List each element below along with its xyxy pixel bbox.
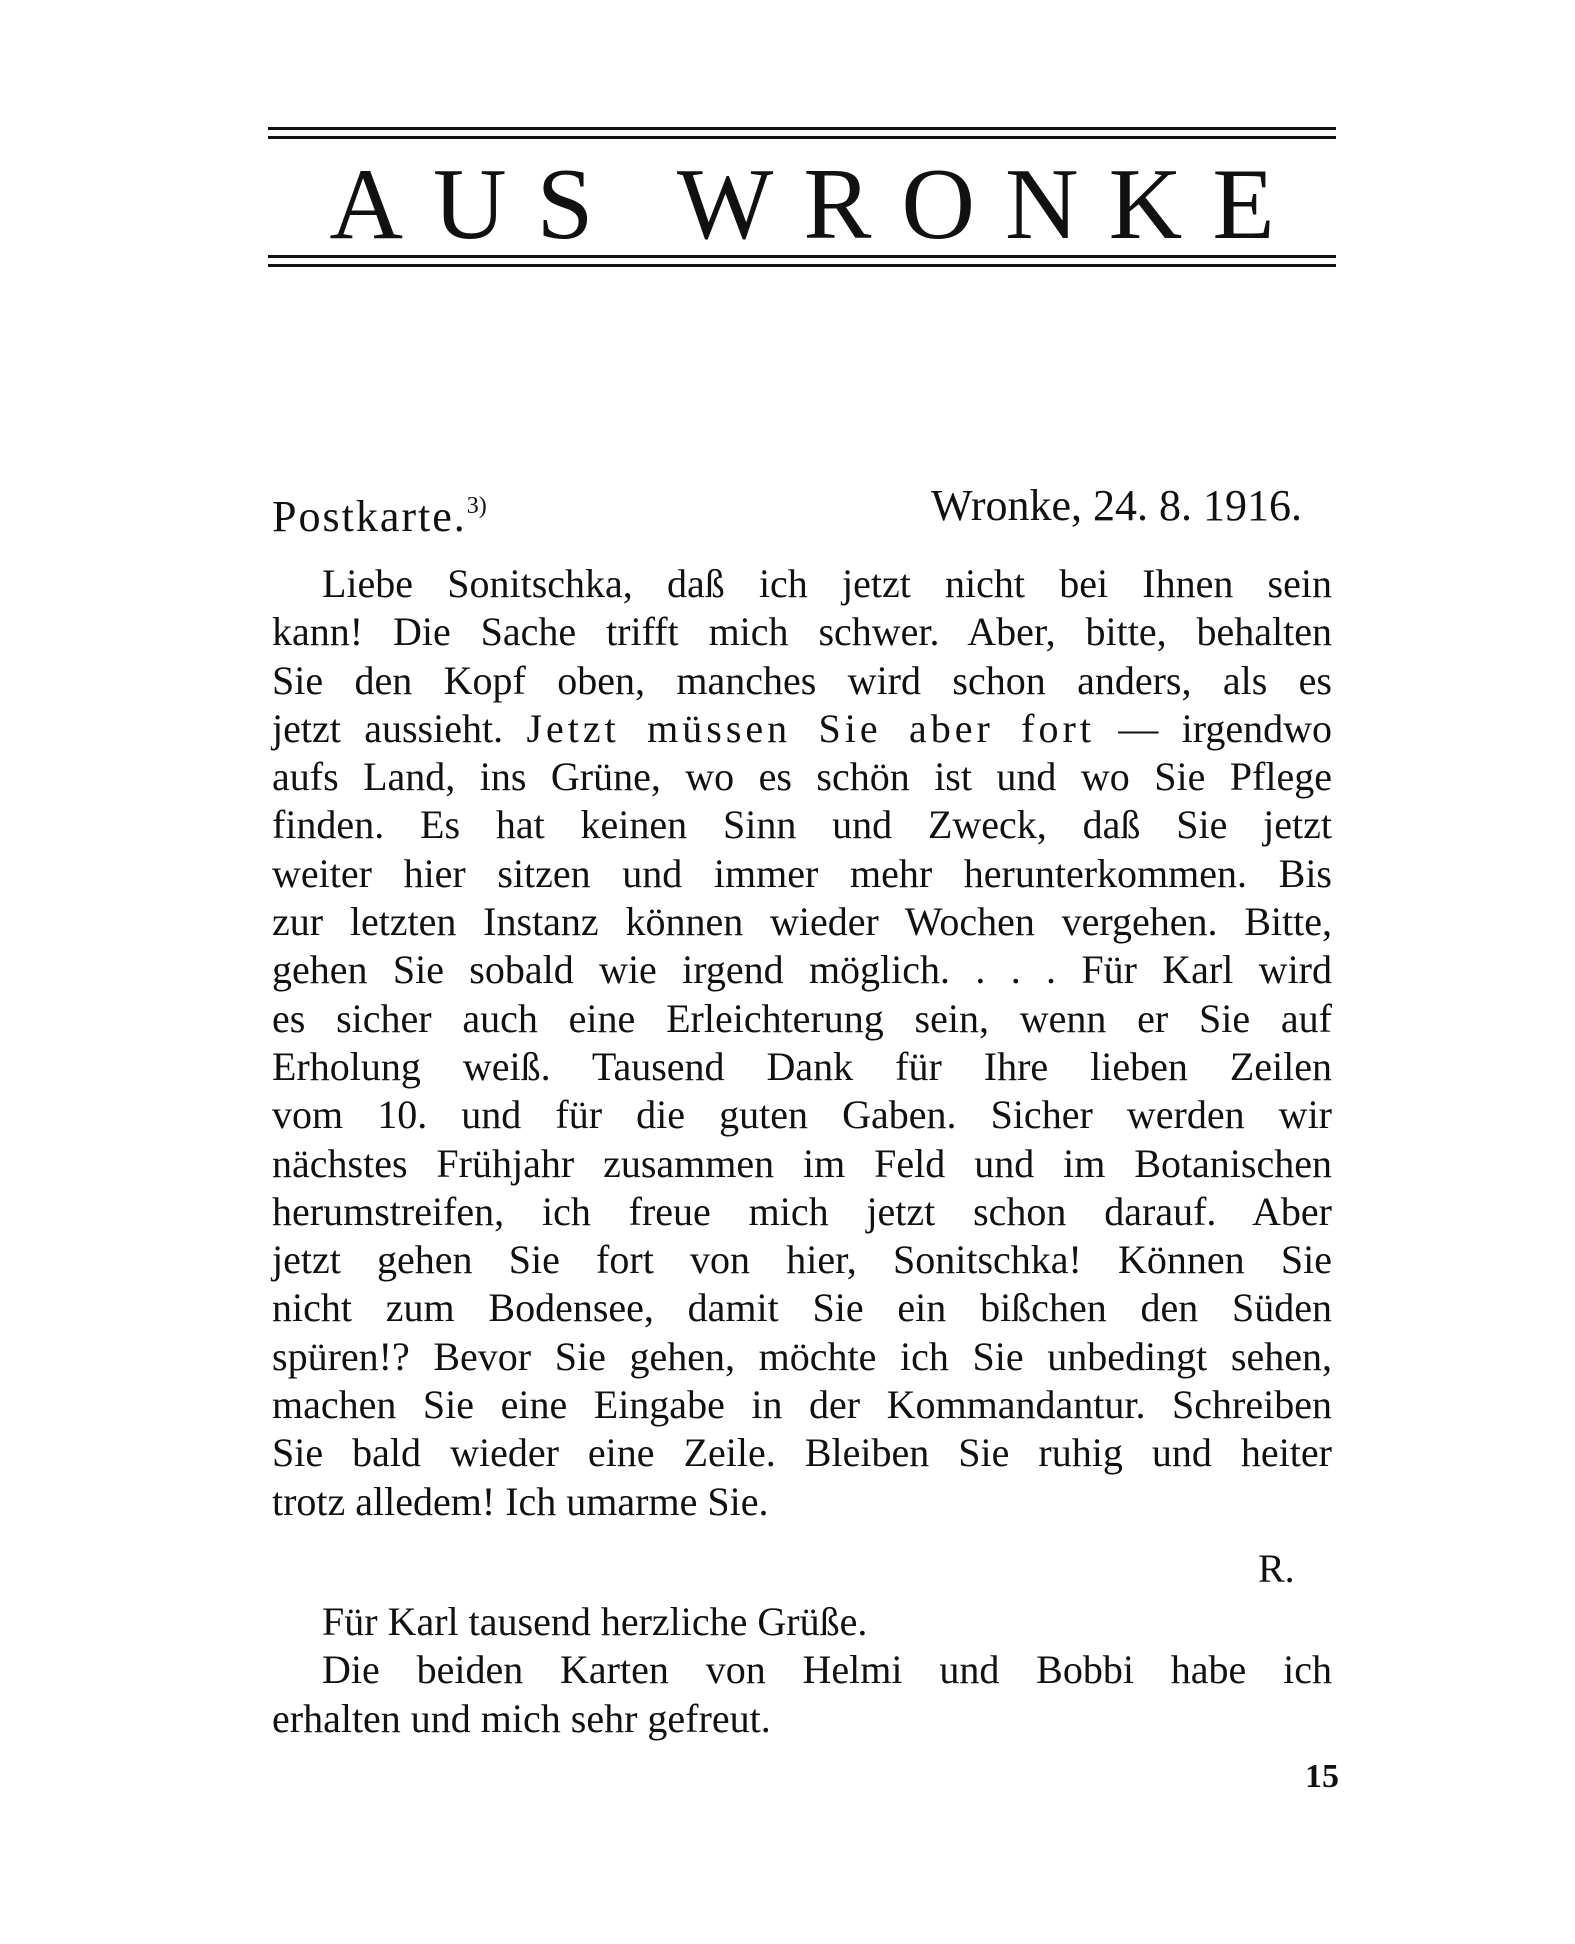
body-line: jetzt aussieht. Jetzt müssen Sie aber fort — irgendwo xyxy=(272,705,1333,751)
body-line: machen Sie eine Eingabe in der Kommandantur. Schreiben xyxy=(272,1382,1332,1428)
body-line: Erholung weiß. Tausend Dank für Ihre lieben Zeilen xyxy=(272,1043,1332,1089)
body-line: Sie bald wieder eine Zeile. Bleiben Sie ruhig und heiter xyxy=(272,1430,1332,1476)
postscript-line: erhalten und mich sehr gefreut. xyxy=(272,1695,771,1741)
signature: R. xyxy=(1258,1546,1295,1591)
title-rule-top-1 xyxy=(268,127,1336,130)
letter-date: Wronke, 24. 8. 1916. xyxy=(931,481,1302,530)
body-line: vom 10. und für die guten Gaben. Sicher werden wir xyxy=(272,1092,1332,1138)
body-line: zur letzten Instanz können wieder Wochen vergehen. Bitte, xyxy=(272,899,1332,945)
emphasized-text: Jetzt müssen Sie aber fort xyxy=(526,705,1095,751)
body-line: nicht zum Bodensee, damit Sie ein bißchen den Süden xyxy=(272,1285,1332,1331)
page-number: 15 xyxy=(1305,1758,1339,1795)
body-line: gehen Sie sobald wie irgend möglich. . . . Für Karl wird xyxy=(272,947,1332,993)
body-line: finden. Es hat keinen Sinn und Zweck, daß Sie jetzt xyxy=(272,802,1332,848)
body-line: Liebe Sonitschka, daß ich jetzt nicht bei Ihnen sein xyxy=(322,561,1332,606)
letter-type: Postkarte.$^{3)}$ xyxy=(272,492,487,541)
page-title: AUS WRONKE xyxy=(329,148,1305,261)
body-line: Sie den Kopf oben, manches wird schon anders, als es xyxy=(272,657,1332,703)
postscript xyxy=(272,1598,1332,1743)
body-line: kann! Die Sache trifft mich schwer. Aber, bitte, behalten xyxy=(272,609,1332,655)
title-rule-bottom-1 xyxy=(268,255,1336,258)
body-line: es sicher auch eine Erleichterung sein, wenn er Sie auf xyxy=(272,995,1332,1041)
body-line: weiter hier sitzen und immer mehr herunterkommen. Bis xyxy=(272,850,1332,896)
body-line: nächstes Frühjahr zusammen im Feld und im Botanischen xyxy=(272,1140,1332,1186)
postscript-line: Für Karl tausend herzliche Grüße. xyxy=(322,1599,868,1644)
title-rule-top-2 xyxy=(268,136,1336,139)
body-line: jetzt gehen Sie fort von hier, Sonitschka! Können Sie xyxy=(272,1237,1332,1283)
letter-body xyxy=(272,560,1332,1526)
body-line: herumstreifen, ich freue mich jetzt schon darauf. Aber xyxy=(272,1188,1332,1234)
postscript-line: Die beiden Karten von Helmi und Bobbi habe ich xyxy=(322,1647,1332,1693)
footnote-marker: 3) xyxy=(466,493,487,519)
body-line: spüren!? Bevor Sie gehen, möchte ich Sie unbedingt sehen, xyxy=(272,1333,1332,1379)
title-rule-bottom-2 xyxy=(268,264,1336,267)
body-line: trotz alledem! Ich umarme Sie. xyxy=(272,1478,769,1524)
body-line: aufs Land, ins Grüne, wo es schön ist und wo Sie Pflege xyxy=(272,754,1332,800)
